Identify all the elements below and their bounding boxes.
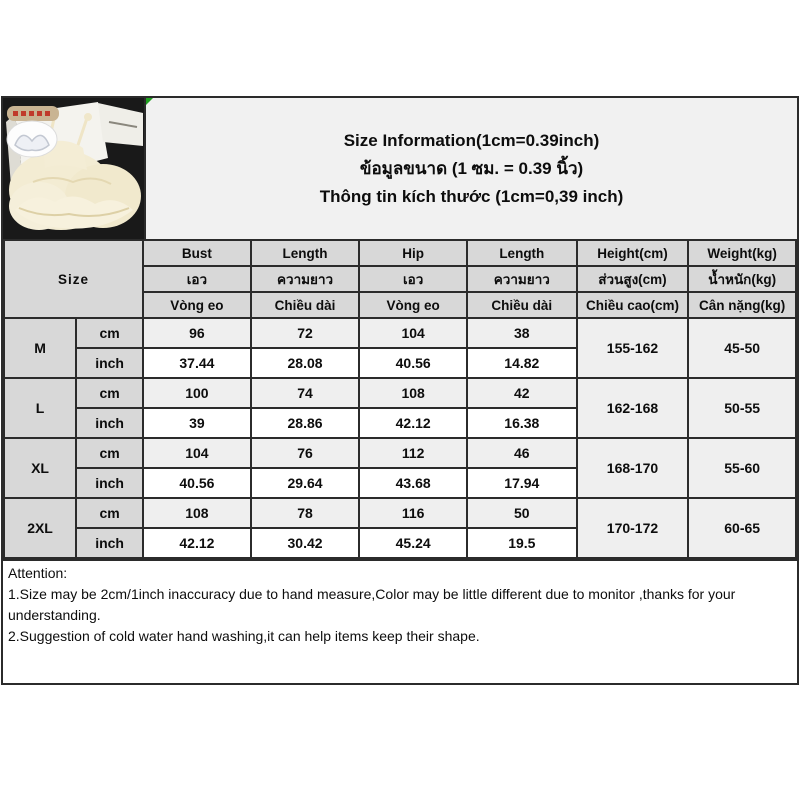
size-table xyxy=(3,239,797,559)
size-xl-label: XL xyxy=(4,438,76,498)
unit-inch-label: inch xyxy=(76,468,143,498)
2xl-hip-inch: 45.24 xyxy=(359,528,467,558)
size-l-label: L xyxy=(4,378,76,438)
title-th: ข้อมูลขนาด (1 ซม. = 0.39 นิ้ว) xyxy=(359,158,584,178)
l-bust-cm: 100 xyxy=(143,378,251,408)
xl-weight-range: 55-60 xyxy=(688,438,796,498)
excel-corner-flag-icon xyxy=(146,98,153,105)
header-length-vi: Chiều dài xyxy=(251,292,360,318)
header-weight-th: น้ำหนัก(kg) xyxy=(688,266,796,292)
attention-notes xyxy=(3,559,797,683)
title-block xyxy=(146,98,797,239)
attention-title: Attention: xyxy=(8,565,68,581)
unit-inch-label: inch xyxy=(76,348,143,378)
2xl-bust-cm: 108 xyxy=(143,498,251,528)
header-hip-th: เอว xyxy=(359,266,467,292)
l-hip-inch: 42.12 xyxy=(359,408,467,438)
2xl-height-range: 170-172 xyxy=(577,498,689,558)
header-height-th: ส่วนสูง(cm) xyxy=(577,266,689,292)
header-length-en: Length xyxy=(251,240,360,266)
header-length2-th: ความยาว xyxy=(467,266,577,292)
header-bust-en: Bust xyxy=(143,240,251,266)
title-vi: Thông tin kích thước (1cm=0,39 inch) xyxy=(319,186,624,206)
table-row-2xl-cm xyxy=(4,498,796,528)
unit-cm-label: cm xyxy=(76,318,143,348)
m-length-inch: 28.08 xyxy=(251,348,360,378)
l-weight-range: 50-55 xyxy=(688,378,796,438)
m-weight-range: 45-50 xyxy=(688,318,796,378)
2xl-length2-inch: 19.5 xyxy=(467,528,577,558)
header-length2-vi: Chiều dài xyxy=(467,292,577,318)
product-photo-illustration xyxy=(3,98,144,239)
table-row-xl-cm xyxy=(4,438,796,468)
attention-note-2: 2.Suggestion of cold water hand washing,it can help items keep their shape. xyxy=(8,628,480,644)
m-length-cm: 72 xyxy=(251,318,360,348)
header-bust-th: เอว xyxy=(143,266,251,292)
header-length2-en: Length xyxy=(467,240,577,266)
m-height-range: 155-162 xyxy=(577,318,689,378)
l-hip-cm: 108 xyxy=(359,378,467,408)
unit-inch-label: inch xyxy=(76,408,143,438)
2xl-weight-range: 60-65 xyxy=(688,498,796,558)
l-height-range: 162-168 xyxy=(577,378,689,438)
2xl-hip-cm: 116 xyxy=(359,498,467,528)
m-bust-inch: 37.44 xyxy=(143,348,251,378)
l-length-inch: 28.86 xyxy=(251,408,360,438)
xl-bust-inch: 40.56 xyxy=(143,468,251,498)
header-weight-en: Weight(kg) xyxy=(688,240,796,266)
header-length-th: ความยาว xyxy=(251,266,360,292)
m-length2-inch: 14.82 xyxy=(467,348,577,378)
2xl-bust-inch: 42.12 xyxy=(143,528,251,558)
m-hip-cm: 104 xyxy=(359,318,467,348)
l-length-cm: 74 xyxy=(251,378,360,408)
product-photo xyxy=(3,98,146,239)
m-hip-inch: 40.56 xyxy=(359,348,467,378)
table-row-l-cm xyxy=(4,378,796,408)
xl-length2-cm: 46 xyxy=(467,438,577,468)
2xl-length2-cm: 50 xyxy=(467,498,577,528)
table-row-m-cm xyxy=(4,318,796,348)
unit-cm-label: cm xyxy=(76,438,143,468)
m-length2-cm: 38 xyxy=(467,318,577,348)
size-chart-sheet xyxy=(1,96,799,685)
xl-bust-cm: 104 xyxy=(143,438,251,468)
2xl-length-cm: 78 xyxy=(251,498,360,528)
header-hip-en: Hip xyxy=(359,240,467,266)
size-m-label: M xyxy=(4,318,76,378)
size-header-cell: Size xyxy=(4,240,143,318)
l-length2-inch: 16.38 xyxy=(467,408,577,438)
xl-length-cm: 76 xyxy=(251,438,360,468)
header-bust-vi: Vòng eo xyxy=(143,292,251,318)
header-row-en xyxy=(4,240,796,266)
2xl-length-inch: 30.42 xyxy=(251,528,360,558)
xl-length-inch: 29.64 xyxy=(251,468,360,498)
attention-note-1: 1.Size may be 2cm/1inch inaccuracy due to hand measure,Color may be little different due to monitor ,thanks for your understanding. xyxy=(8,586,736,623)
unit-inch-label: inch xyxy=(76,528,143,558)
size-2xl-label: 2XL xyxy=(4,498,76,558)
unit-cm-label: cm xyxy=(76,378,143,408)
xl-hip-inch: 43.68 xyxy=(359,468,467,498)
xl-hip-cm: 112 xyxy=(359,438,467,468)
header-row xyxy=(3,98,797,239)
unit-cm-label: cm xyxy=(76,498,143,528)
title-en: Size Information(1cm=0.39inch) xyxy=(343,130,600,150)
xl-length2-inch: 17.94 xyxy=(467,468,577,498)
header-height-vi: Chiều cao(cm) xyxy=(577,292,689,318)
xl-height-range: 168-170 xyxy=(577,438,689,498)
l-bust-inch: 39 xyxy=(143,408,251,438)
header-weight-vi: Cân nặng(kg) xyxy=(688,292,796,318)
header-hip-vi: Vòng eo xyxy=(359,292,467,318)
header-height-en: Height(cm) xyxy=(577,240,689,266)
l-length2-cm: 42 xyxy=(467,378,577,408)
m-bust-cm: 96 xyxy=(143,318,251,348)
